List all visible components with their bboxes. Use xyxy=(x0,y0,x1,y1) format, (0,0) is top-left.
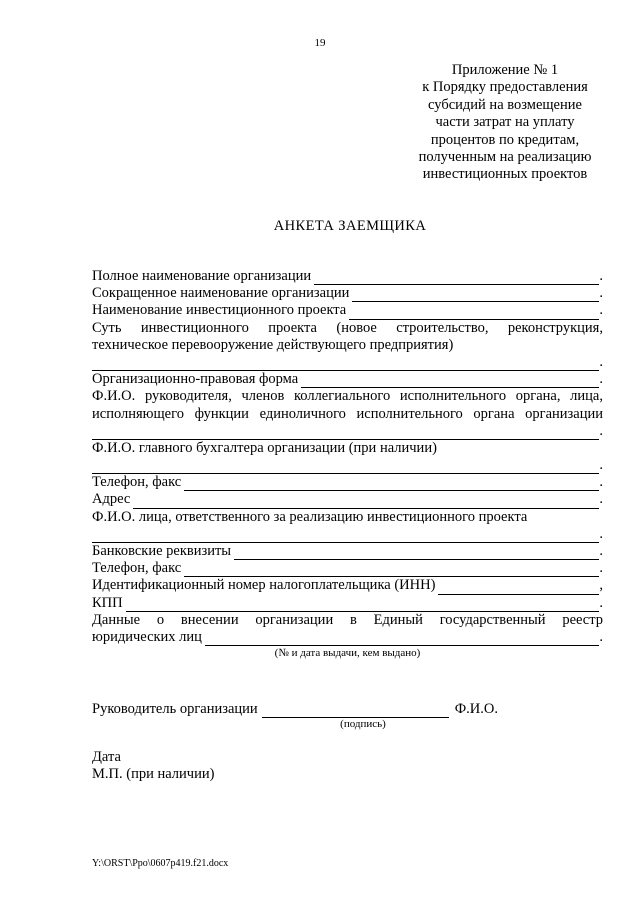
registry-note: (№ и дата выдачи, кем выдано) xyxy=(274,647,421,660)
signature-fio: Ф.И.О. xyxy=(454,701,498,717)
word: о xyxy=(156,611,165,628)
appendix-line: Приложение № 1 xyxy=(451,62,559,78)
fill-line xyxy=(92,529,599,543)
word: коллегиального xyxy=(293,388,391,405)
field-label: Ф.И.О. лица, ответственного за реализацию инвестиционного проекта xyxy=(92,508,528,525)
field-label: техническое перевооружение действующего предприятия) xyxy=(92,336,454,353)
word: внесении xyxy=(180,611,239,628)
field-label: Организационно-правовая форма xyxy=(92,371,299,388)
fill-line xyxy=(352,288,599,302)
word: исполнительного xyxy=(399,388,507,405)
field-registry xyxy=(92,612,603,629)
questionnaire-form xyxy=(92,268,603,660)
fill-line xyxy=(184,563,599,577)
field-label: Сокращенное наименование организации xyxy=(92,285,350,302)
field-short-name: Сокращенное наименование организации . xyxy=(92,285,603,302)
fill-line xyxy=(349,306,599,320)
stamp-label: М.П. (при наличии) xyxy=(92,766,215,783)
field-phone-fax: Телефон, факс . xyxy=(92,474,603,491)
fill-line xyxy=(133,495,599,509)
field-project-essence xyxy=(92,320,603,337)
fill-line xyxy=(205,632,599,646)
word: (новое xyxy=(336,319,377,336)
appendix-line: полученным на реализацию xyxy=(418,149,592,166)
fill-line xyxy=(301,374,599,388)
date-label: Дата xyxy=(92,749,121,765)
appendix-header xyxy=(392,62,618,184)
field-bank-details: Банковские реквизиты . xyxy=(92,542,603,559)
field-legal-form: Организационно-правовая форма . xyxy=(92,371,603,388)
fill-line xyxy=(126,598,600,612)
field-project-name: Наименование инвестиционного проекта . xyxy=(92,302,603,319)
field-inn: Идентификационный номер налогоплательщика (ИНН) , xyxy=(92,577,603,594)
signature-label: Руководитель организации xyxy=(92,701,258,717)
page-number: 19 xyxy=(314,37,326,49)
word: Ф.И.О. xyxy=(92,388,136,405)
fill-line xyxy=(92,357,599,371)
fill-line xyxy=(314,271,599,285)
word: в xyxy=(350,611,357,628)
field-label: Идентификационный номер налогоплательщика (ИНН) xyxy=(92,577,436,594)
word: Суть xyxy=(92,319,122,336)
footer-file-path: Y:\ORST\Ppo\0607p419.f21.docx xyxy=(92,858,229,869)
word: органа, xyxy=(515,388,561,405)
appendix-line: части затрат на уплату xyxy=(435,114,575,131)
word: организации xyxy=(255,611,334,628)
document-title: АНКЕТА ЗАЕМЩИКА xyxy=(273,218,427,234)
word: инвестиционного xyxy=(140,319,249,336)
fill-line xyxy=(438,581,599,595)
signature-note: (подпись) xyxy=(340,718,386,730)
field-phone-fax-2: Телефон, факс . xyxy=(92,560,603,577)
blank-line-row: . xyxy=(92,457,603,474)
field-responsible xyxy=(92,509,603,526)
word: органа xyxy=(473,405,515,422)
date-stamp-block xyxy=(92,749,214,784)
word: исполнительного xyxy=(356,405,463,422)
field-label: Банковские реквизиты xyxy=(92,542,232,559)
appendix-line: инвестиционных проектов xyxy=(422,166,588,183)
word: строительство, xyxy=(396,319,489,336)
field-accountant xyxy=(92,440,603,457)
fill-line xyxy=(92,460,599,474)
blank-line-row: . xyxy=(92,423,603,440)
field-label: юридических лиц xyxy=(92,628,202,645)
word: Данные xyxy=(92,611,141,628)
word: руководителя, xyxy=(144,388,232,405)
word: реконструкция, xyxy=(507,319,603,336)
word: организации xyxy=(525,405,603,422)
field-registry-line2: юридических лиц . xyxy=(92,628,603,645)
field-label: Наименование инвестиционного проекта xyxy=(92,302,347,319)
field-label: Полное наименование организации xyxy=(92,267,312,284)
word: членов xyxy=(241,388,285,405)
word: проекта xyxy=(268,319,317,336)
field-label: Телефон, факс xyxy=(92,560,182,577)
signature-line xyxy=(262,704,449,718)
field-full-name: Полное наименование организации . xyxy=(92,267,603,284)
fill-line xyxy=(184,477,599,491)
field-head-line2 xyxy=(92,406,603,423)
field-kpp: КПП . xyxy=(92,594,603,611)
word: государственный xyxy=(439,611,546,628)
word: реестр xyxy=(562,611,603,628)
appendix-line: субсидий на возмещение xyxy=(428,96,582,113)
word: функции xyxy=(194,405,249,422)
appendix-line: процентов по кредитам, xyxy=(430,131,580,148)
field-label: Ф.И.О. главного бухгалтера организации (при наличии) xyxy=(92,439,437,456)
field-label: Адрес xyxy=(92,491,131,508)
fill-line xyxy=(92,426,599,440)
field-label: КПП xyxy=(92,594,123,611)
signature-row xyxy=(92,700,498,718)
appendix-line: к Порядку предоставления xyxy=(422,79,588,96)
word: единоличного xyxy=(259,405,346,422)
field-address: Адрес . xyxy=(92,491,603,508)
blank-line-row: . xyxy=(92,526,603,543)
field-project-essence-line2 xyxy=(92,337,603,354)
field-label: Телефон, факс xyxy=(92,474,182,491)
fill-line xyxy=(234,546,599,560)
word: лица, xyxy=(570,388,603,405)
word: исполняющего xyxy=(92,405,184,422)
blank-line-row: . xyxy=(92,354,603,371)
word: Единый xyxy=(373,611,423,628)
field-head xyxy=(92,388,603,405)
